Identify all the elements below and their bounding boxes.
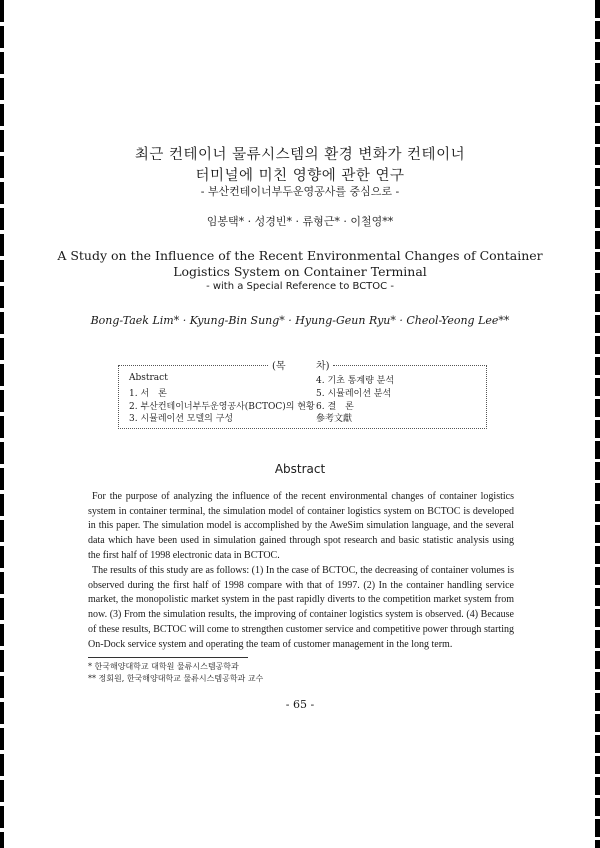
korean-authors: 임봉택* · 성경빈* · 류형근* · 이철영** [206,215,394,228]
toc-item: Abstract [129,373,168,383]
korean-title-line-2: 터미널에 미친 영향에 관한 연구 [195,168,405,184]
footnote-divider [88,657,248,658]
toc-item: 4. 기초 통계량 분석 [316,376,395,386]
scan-edge-right [595,0,600,848]
english-authors: Bong-Taek Lim* · Kyung-Bin Sung* · Hyung-Geun Ryu* · Cheol-Yeong Lee** [90,314,510,327]
footnote: * 한국해양대학교 대학원 물류시스템공학과 [88,662,239,671]
toc-item: 6. 결 론 [316,402,354,412]
korean-subtitle: - 부산컨테이너부두운영공사를 중심으로 - [200,185,400,198]
toc-item: 2. 부산컨테이너부두운영공사(BCTOC)의 현황 [129,402,315,412]
toc-item: 5. 시뮬레이션 분석 [316,389,392,399]
footnote: ** 정회원, 한국해양대학교 물류시스템공학과 교수 [88,674,264,683]
abstract-paragraph-1: For the purpose of analyzing the influence of the recent environmental changes of container logistics system in container terminal, the simulation model of container logistics system on BCTOC is developed in this paper. The simulation model is accomplished by the AweSim simulation language, and the several data which have been used in simulation gained through spot research and basic statistic analysis using the first half of 1998 electronic data in BCTOC. [88,491,514,561]
abstract-heading: Abstract [274,462,326,476]
toc-heading-left: (목 [272,361,286,372]
toc-heading-right: 차) [316,361,330,372]
toc-item: 3. 시뮬레이션 모델의 구성 [129,414,234,424]
english-title-line-2: Logistics System on Container Terminal [173,264,427,279]
toc-item: 1. 서 론 [129,389,167,399]
korean-title-line-1: 최근 컨테이너 물류시스템의 환경 변화가 컨테이너 [134,147,466,163]
english-subtitle: - with a Special Reference to BCTOC - [206,281,394,292]
abstract-paragraph-2: The results of this study are as follows: (1) In the case of BCTOC, the decreasing of container volumes is observed during the first half of 1998 compare with that of 1997. (2) In the container handling service market, the monopolistic market system in the past rapidly diverts to the competition market system from now. (3) From the simulation results, the improving of container logistics system is observed. (4) Because of these results, BCTOC will come to strengthen customer service and competitive power through starting On-Dock service system and operating the team of customer management in the long term. [88,565,514,650]
english-title-line-1: A Study on the Influence of the Recent Environmental Changes of Container [57,248,543,263]
page-number: - 65 - [285,698,315,711]
toc-item: 參考文獻 [316,414,353,424]
scan-edge-left [0,0,4,848]
